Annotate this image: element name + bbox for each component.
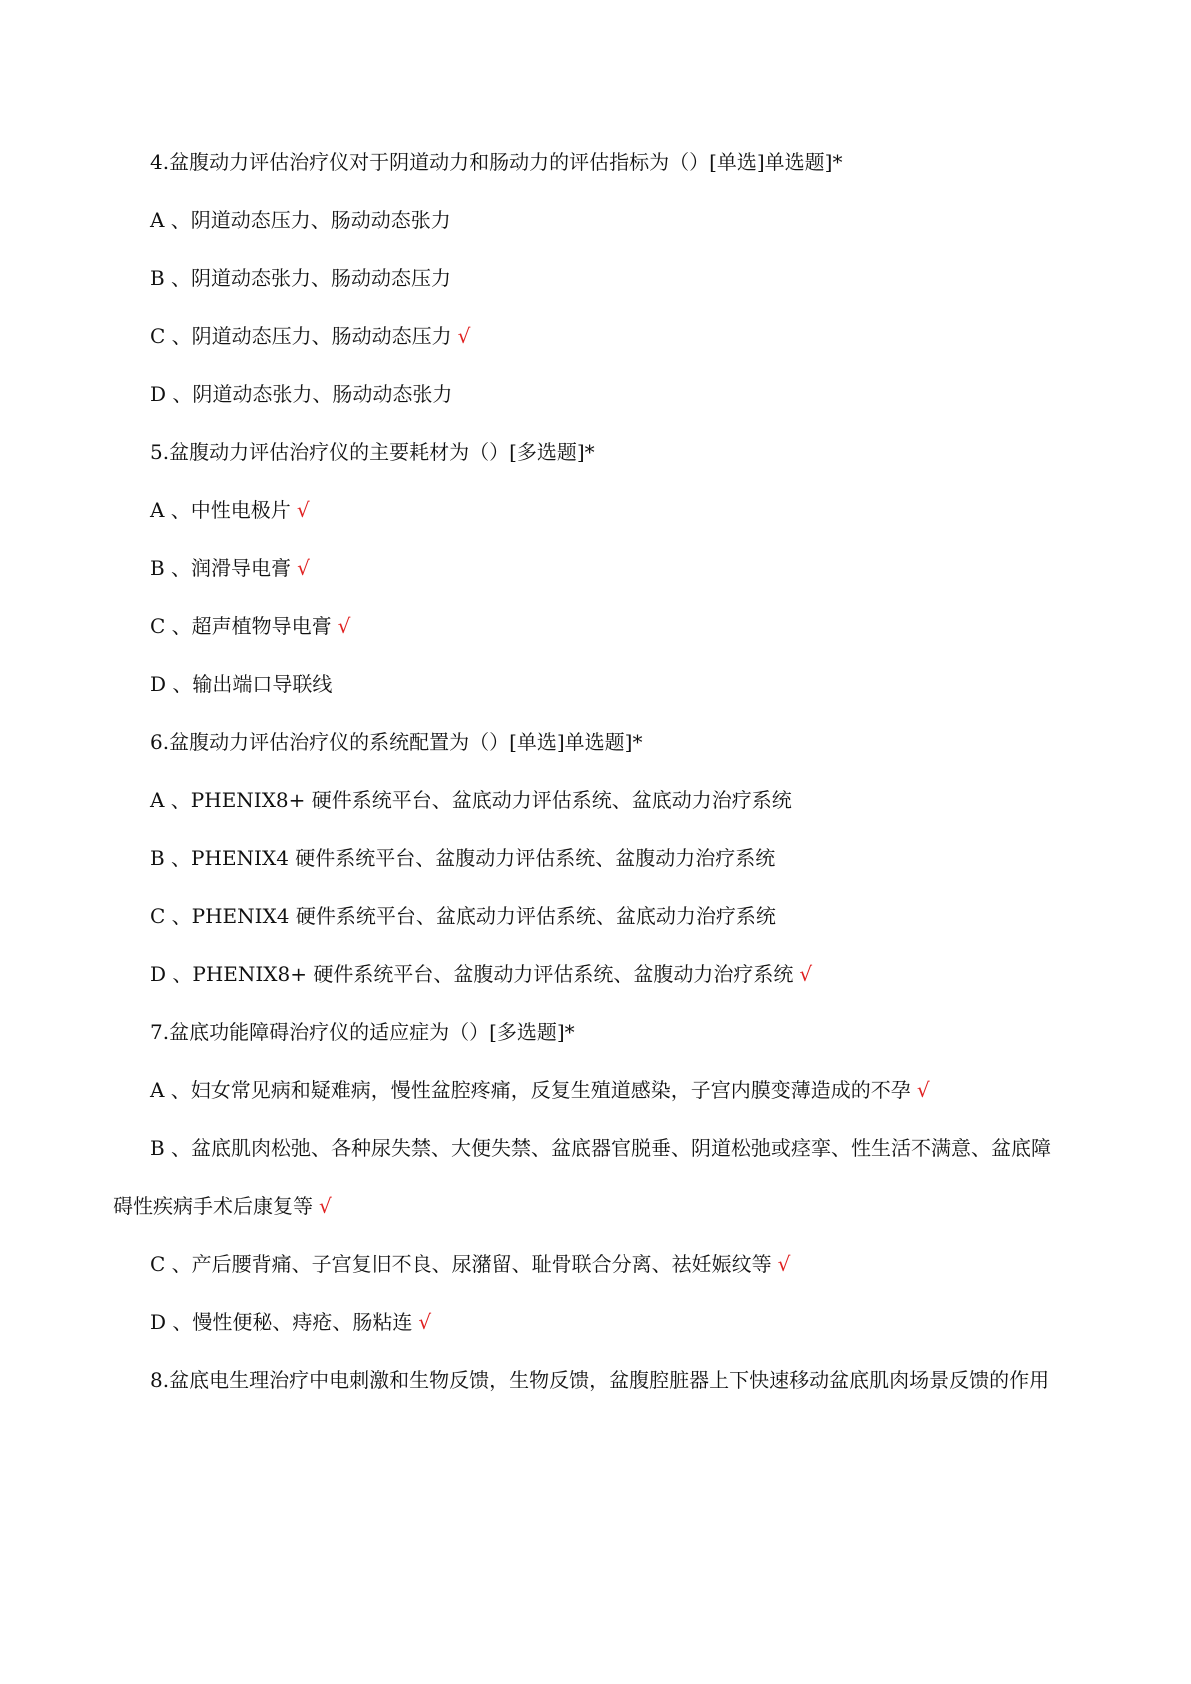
q4-option-a-text: A 、阴道动态压力、肠动动态张力 <box>150 208 451 232</box>
q5-option-d-text: D 、输出端口导联线 <box>150 672 333 696</box>
q6-option-b <box>150 844 1090 872</box>
question-7 <box>150 1018 1090 1046</box>
q6-option-c-text: C 、PHENIX4 硬件系统平台、盆底动力评估系统、盆底动力治疗系统 <box>150 904 776 928</box>
q6-option-d-text: D 、PHENIX8+ 硬件系统平台、盆腹动力评估系统、盆腹动力治疗系统 <box>150 962 794 986</box>
q7-option-a-text: A 、妇女常见病和疑难病，慢性盆腔疼痛，反复生殖道感染，子宫内膜变薄造成的不孕 <box>150 1078 911 1102</box>
q5-option-b-text: B 、润滑导电膏 <box>150 556 292 580</box>
q5-option-a-text: A 、中性电极片 <box>150 498 291 522</box>
question-4-text: 4.盆腹动力评估治疗仪对于阴道动力和肠动力的评估指标为（）[单选]单选题]* <box>150 150 843 174</box>
check-mark-icon: √ <box>337 614 351 638</box>
q7-option-d <box>150 1308 1090 1336</box>
question-4 <box>150 148 1090 176</box>
question-5 <box>150 438 1090 466</box>
question-6-text: 6.盆腹动力评估治疗仪的系统配置为（）[单选]单选题]* <box>150 730 643 754</box>
q4-option-d <box>150 380 1090 408</box>
question-8 <box>150 1366 1090 1394</box>
question-7-text: 7.盆底功能障碍治疗仪的适应症为（）[多选题]* <box>150 1020 575 1044</box>
check-mark-icon: √ <box>297 556 310 580</box>
check-mark-icon: √ <box>296 498 310 522</box>
question-5-text: 5.盆腹动力评估治疗仪的主要耗材为（）[多选题]* <box>150 440 595 464</box>
check-mark-icon: √ <box>799 962 813 986</box>
check-mark-icon: √ <box>916 1078 930 1102</box>
q4-option-d-text: D 、阴道动态张力、肠动动态张力 <box>150 382 453 406</box>
q7-option-b-continued <box>113 1192 1053 1220</box>
q7-option-c-text: C 、产后腰背痛、子宫复旧不良、尿潴留、耻骨联合分离、祛妊娠纹等 <box>150 1252 772 1276</box>
q5-option-c-text: C 、超声植物导电膏 <box>150 614 332 638</box>
q4-option-a <box>150 206 1090 234</box>
q4-option-c <box>150 322 1090 350</box>
q6-option-a <box>150 786 1090 814</box>
q5-option-d <box>150 670 1090 698</box>
q7-option-d-text: D 、慢性便秘、痔疮、肠粘连 <box>150 1310 413 1334</box>
check-mark-icon: √ <box>319 1194 332 1218</box>
question-8-text: 8.盆底电生理治疗中电刺激和生物反馈，生物反馈，盆腹腔脏器上下快速移动盆底肌肉场景反馈的作用 <box>150 1368 1050 1392</box>
q7-option-b-text: B 、盆底肌肉松弛、各种尿失禁、大便失禁、盆底器官脱垂、阴道松弛或痉挛、性生活不满意、盆底障 <box>150 1136 1052 1160</box>
check-mark-icon: √ <box>457 324 471 348</box>
q5-option-b <box>150 554 1090 582</box>
q5-option-c <box>150 612 1090 640</box>
q6-option-a-text: A 、PHENIX8+ 硬件系统平台、盆底动力评估系统、盆底动力治疗系统 <box>150 788 792 812</box>
q4-option-b <box>150 264 1090 292</box>
q6-option-b-text: B 、PHENIX4 硬件系统平台、盆腹动力评估系统、盆腹动力治疗系统 <box>150 846 776 870</box>
check-mark-icon: √ <box>777 1252 791 1276</box>
question-6 <box>150 728 1090 756</box>
q7-option-a <box>150 1076 1090 1104</box>
q7-option-b-continued-text: 碍性疾病手术后康复等 <box>113 1194 313 1218</box>
q7-option-b <box>150 1134 1090 1162</box>
q6-option-d <box>150 960 1090 988</box>
check-mark-icon: √ <box>418 1310 432 1334</box>
q5-option-a <box>150 496 1090 524</box>
q7-option-c <box>150 1250 1090 1278</box>
q4-option-b-text: B 、阴道动态张力、肠动动态压力 <box>150 266 452 290</box>
q4-option-c-text: C 、阴道动态压力、肠动动态压力 <box>150 324 452 348</box>
q6-option-c <box>150 902 1090 930</box>
